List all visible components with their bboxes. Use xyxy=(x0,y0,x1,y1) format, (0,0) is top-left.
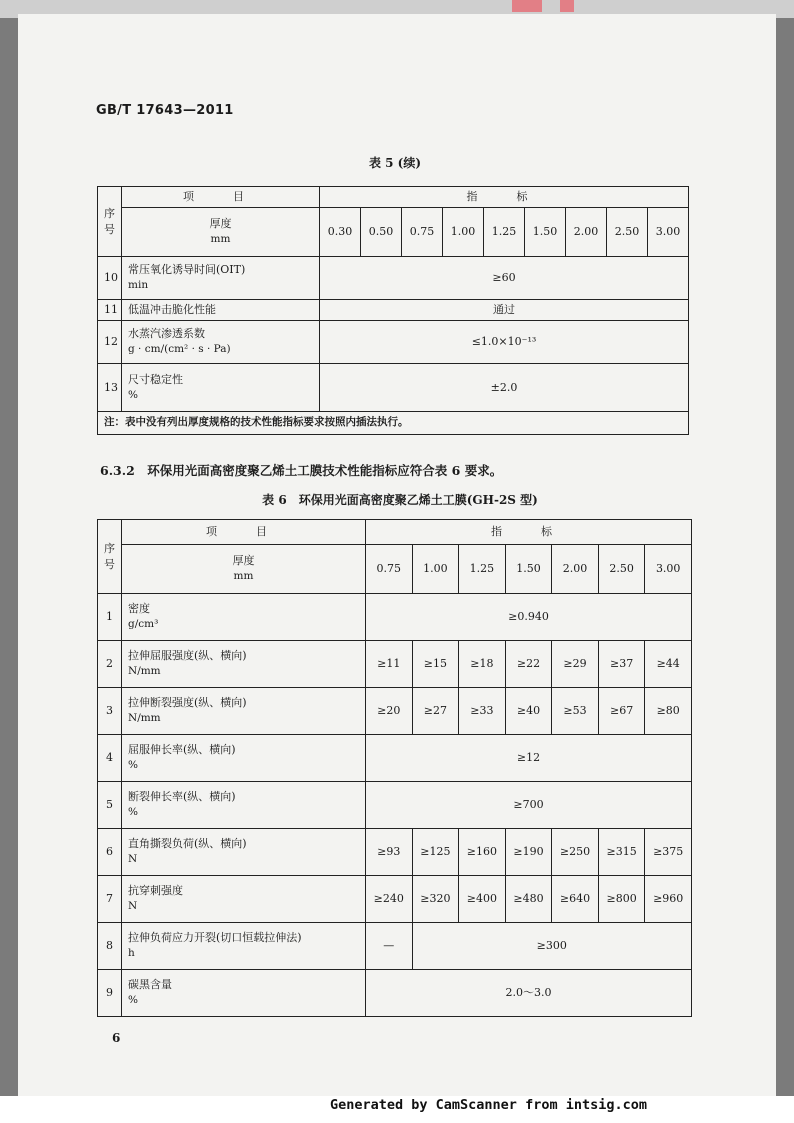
item-name: 碳黑含量 xyxy=(128,978,172,992)
item-name: 屈服伸长率(纵、横向) xyxy=(128,743,236,757)
item-cell xyxy=(122,970,366,1017)
thickness-value: 1.50 xyxy=(505,545,552,594)
item-cell xyxy=(122,321,320,364)
item-cell xyxy=(122,641,366,688)
table-row xyxy=(98,970,692,1017)
thickness-label-cell xyxy=(122,545,366,594)
item-name: 直角撕裂负荷(纵、横向) xyxy=(128,837,247,851)
table-row xyxy=(98,594,692,641)
item-unit: % xyxy=(128,806,138,819)
row-value: ≥22 xyxy=(505,641,552,688)
item-cell xyxy=(122,782,366,829)
row-number: 5 xyxy=(98,782,122,829)
item-cell xyxy=(122,923,366,970)
item-name: 尺寸稳定性 xyxy=(128,372,183,386)
table6 xyxy=(97,519,692,1017)
table-row xyxy=(98,923,692,970)
table-row xyxy=(98,641,692,688)
item-unit: N xyxy=(128,900,138,913)
thickness-unit: mm xyxy=(210,233,231,246)
note-row xyxy=(98,412,689,435)
item-unit: % xyxy=(128,388,138,401)
table-row xyxy=(98,782,692,829)
item-unit: N/mm xyxy=(128,665,161,678)
row-number: 7 xyxy=(98,876,122,923)
row-value: ≥44 xyxy=(645,641,692,688)
header-item: 项 目 xyxy=(122,187,320,208)
row-value: — xyxy=(366,923,413,970)
item-name: 水蒸汽渗透系数 xyxy=(128,327,205,341)
row-value: ≥29 xyxy=(552,641,599,688)
row-number: 2 xyxy=(98,641,122,688)
thickness-value: 3.00 xyxy=(648,208,689,257)
item-unit: % xyxy=(128,759,138,772)
row-number: 8 xyxy=(98,923,122,970)
row-value: ≥18 xyxy=(459,641,506,688)
row-number: 1 xyxy=(98,594,122,641)
item-name: 密度 xyxy=(128,602,150,616)
row-value: ≥315 xyxy=(598,829,645,876)
thickness-value: 1.25 xyxy=(459,545,506,594)
row-number: 13 xyxy=(98,364,122,412)
item-unit: N/mm xyxy=(128,712,161,725)
standard-code: GB/T 17643—2011 xyxy=(96,103,234,118)
header-index: 指 标 xyxy=(366,520,692,545)
row-number: 3 xyxy=(98,688,122,735)
item-name: 抗穿刺强度 xyxy=(128,884,183,898)
row-value: ±2.0 xyxy=(320,364,689,412)
item-cell xyxy=(122,688,366,735)
row-value: ≥12 xyxy=(366,735,692,782)
item-unit: h xyxy=(128,947,135,960)
thickness-row xyxy=(98,208,689,257)
row-value: ≥300 xyxy=(412,923,691,970)
table-row xyxy=(98,321,689,364)
row-value: ≥27 xyxy=(412,688,459,735)
thickness-value: 2.00 xyxy=(566,208,607,257)
header-item: 项 目 xyxy=(122,520,366,545)
row-value: 通过 xyxy=(320,300,689,321)
row-number: 10 xyxy=(98,257,122,300)
table-row xyxy=(98,829,692,876)
item-name: 低温冲击脆化性能 xyxy=(128,303,216,317)
table-note: 注：表中没有列出厚度规格的技术性能指标要求按照内插法执行。 xyxy=(98,412,689,435)
thickness-row xyxy=(98,545,692,594)
row-value: ≥400 xyxy=(459,876,506,923)
table-row xyxy=(98,300,689,321)
thickness-label-cell xyxy=(122,208,320,257)
table-row xyxy=(98,364,689,412)
row-value: ≥0.940 xyxy=(366,594,692,641)
row-value: ≥40 xyxy=(505,688,552,735)
row-value: ≥800 xyxy=(598,876,645,923)
row-value: ≥20 xyxy=(366,688,413,735)
item-unit: g · cm/(cm² · s · Pa) xyxy=(128,343,231,356)
row-value: ≥15 xyxy=(412,641,459,688)
row-value: ≥160 xyxy=(459,829,506,876)
row-value: ≥375 xyxy=(645,829,692,876)
header-row xyxy=(98,187,689,208)
scan-red-mark xyxy=(512,0,542,12)
table-row xyxy=(98,688,692,735)
header-number: 序 号 xyxy=(98,520,122,594)
item-name: 常压氧化诱导时间(OIT) xyxy=(128,263,246,277)
row-value: ≥960 xyxy=(645,876,692,923)
thickness-value: 2.50 xyxy=(598,545,645,594)
row-value: ≥240 xyxy=(366,876,413,923)
row-value: ≥80 xyxy=(645,688,692,735)
row-value: ≥190 xyxy=(505,829,552,876)
row-number: 6 xyxy=(98,829,122,876)
row-value: ≥700 xyxy=(366,782,692,829)
thickness-value: 0.30 xyxy=(320,208,361,257)
thickness-label: 厚度 xyxy=(232,554,255,568)
item-name: 拉伸屈服强度(纵、横向) xyxy=(128,649,247,663)
row-value: ≥37 xyxy=(598,641,645,688)
item-cell xyxy=(122,876,366,923)
thickness-value: 1.00 xyxy=(412,545,459,594)
page-number: 6 xyxy=(112,1031,121,1045)
table5 xyxy=(97,186,689,435)
scanner-watermark: Generated by CamScanner from intsig.com xyxy=(330,1097,647,1113)
item-name: 拉伸负荷应力开裂(切口恒载拉伸法) xyxy=(128,931,302,945)
table-row xyxy=(98,257,689,300)
table6-caption: 表 6 环保用光面高密度聚乙烯土工膜(GH-2S 型) xyxy=(262,493,538,507)
item-unit: N xyxy=(128,853,138,866)
item-cell xyxy=(122,364,320,412)
thickness-value: 2.50 xyxy=(607,208,648,257)
row-value: ≥480 xyxy=(505,876,552,923)
row-value: ≥125 xyxy=(412,829,459,876)
header-row xyxy=(98,520,692,545)
row-number: 11 xyxy=(98,300,122,321)
row-value: ≥320 xyxy=(412,876,459,923)
row-value: ≥67 xyxy=(598,688,645,735)
row-value: 2.0～3.0 xyxy=(366,970,692,1017)
row-value: ≥53 xyxy=(552,688,599,735)
header-number: 序 号 xyxy=(98,187,122,257)
item-cell xyxy=(122,594,366,641)
row-number: 12 xyxy=(98,321,122,364)
thickness-value: 0.75 xyxy=(366,545,413,594)
thickness-unit: mm xyxy=(233,570,254,583)
thickness-value: 3.00 xyxy=(645,545,692,594)
row-value: ≥250 xyxy=(552,829,599,876)
row-value: ≥11 xyxy=(366,641,413,688)
item-name: 断裂伸长率(纵、横向) xyxy=(128,790,236,804)
thickness-value: 1.00 xyxy=(443,208,484,257)
item-cell xyxy=(122,300,320,321)
thickness-value: 1.50 xyxy=(525,208,566,257)
table5-caption: 表 5 (续) xyxy=(368,156,422,170)
item-name: 拉伸断裂强度(纵、横向) xyxy=(128,696,247,710)
row-value: ≥60 xyxy=(320,257,689,300)
row-number: 4 xyxy=(98,735,122,782)
thickness-value: 1.25 xyxy=(484,208,525,257)
row-value: ≥640 xyxy=(552,876,599,923)
row-value: ≥93 xyxy=(366,829,413,876)
item-cell xyxy=(122,735,366,782)
header-index: 指 标 xyxy=(320,187,689,208)
item-unit: % xyxy=(128,994,138,1007)
scan-red-mark xyxy=(560,0,574,12)
item-unit: g/cm³ xyxy=(128,618,159,631)
thickness-value: 2.00 xyxy=(552,545,599,594)
thickness-label: 厚度 xyxy=(209,217,232,231)
table6-body xyxy=(98,520,692,1017)
thickness-value: 0.50 xyxy=(361,208,402,257)
thickness-value: 0.75 xyxy=(402,208,443,257)
row-number: 9 xyxy=(98,970,122,1017)
item-cell xyxy=(122,257,320,300)
table5-body xyxy=(98,187,689,435)
row-value: ≥33 xyxy=(459,688,506,735)
item-cell xyxy=(122,829,366,876)
row-value: ≤1.0×10⁻¹³ xyxy=(320,321,689,364)
table-row xyxy=(98,876,692,923)
clause-6-3-2: 6.3.2 环保用光面高密度聚乙烯土工膜技术性能指标应符合表 6 要求。 xyxy=(100,463,503,478)
table-row xyxy=(98,735,692,782)
item-unit: min xyxy=(128,279,149,292)
